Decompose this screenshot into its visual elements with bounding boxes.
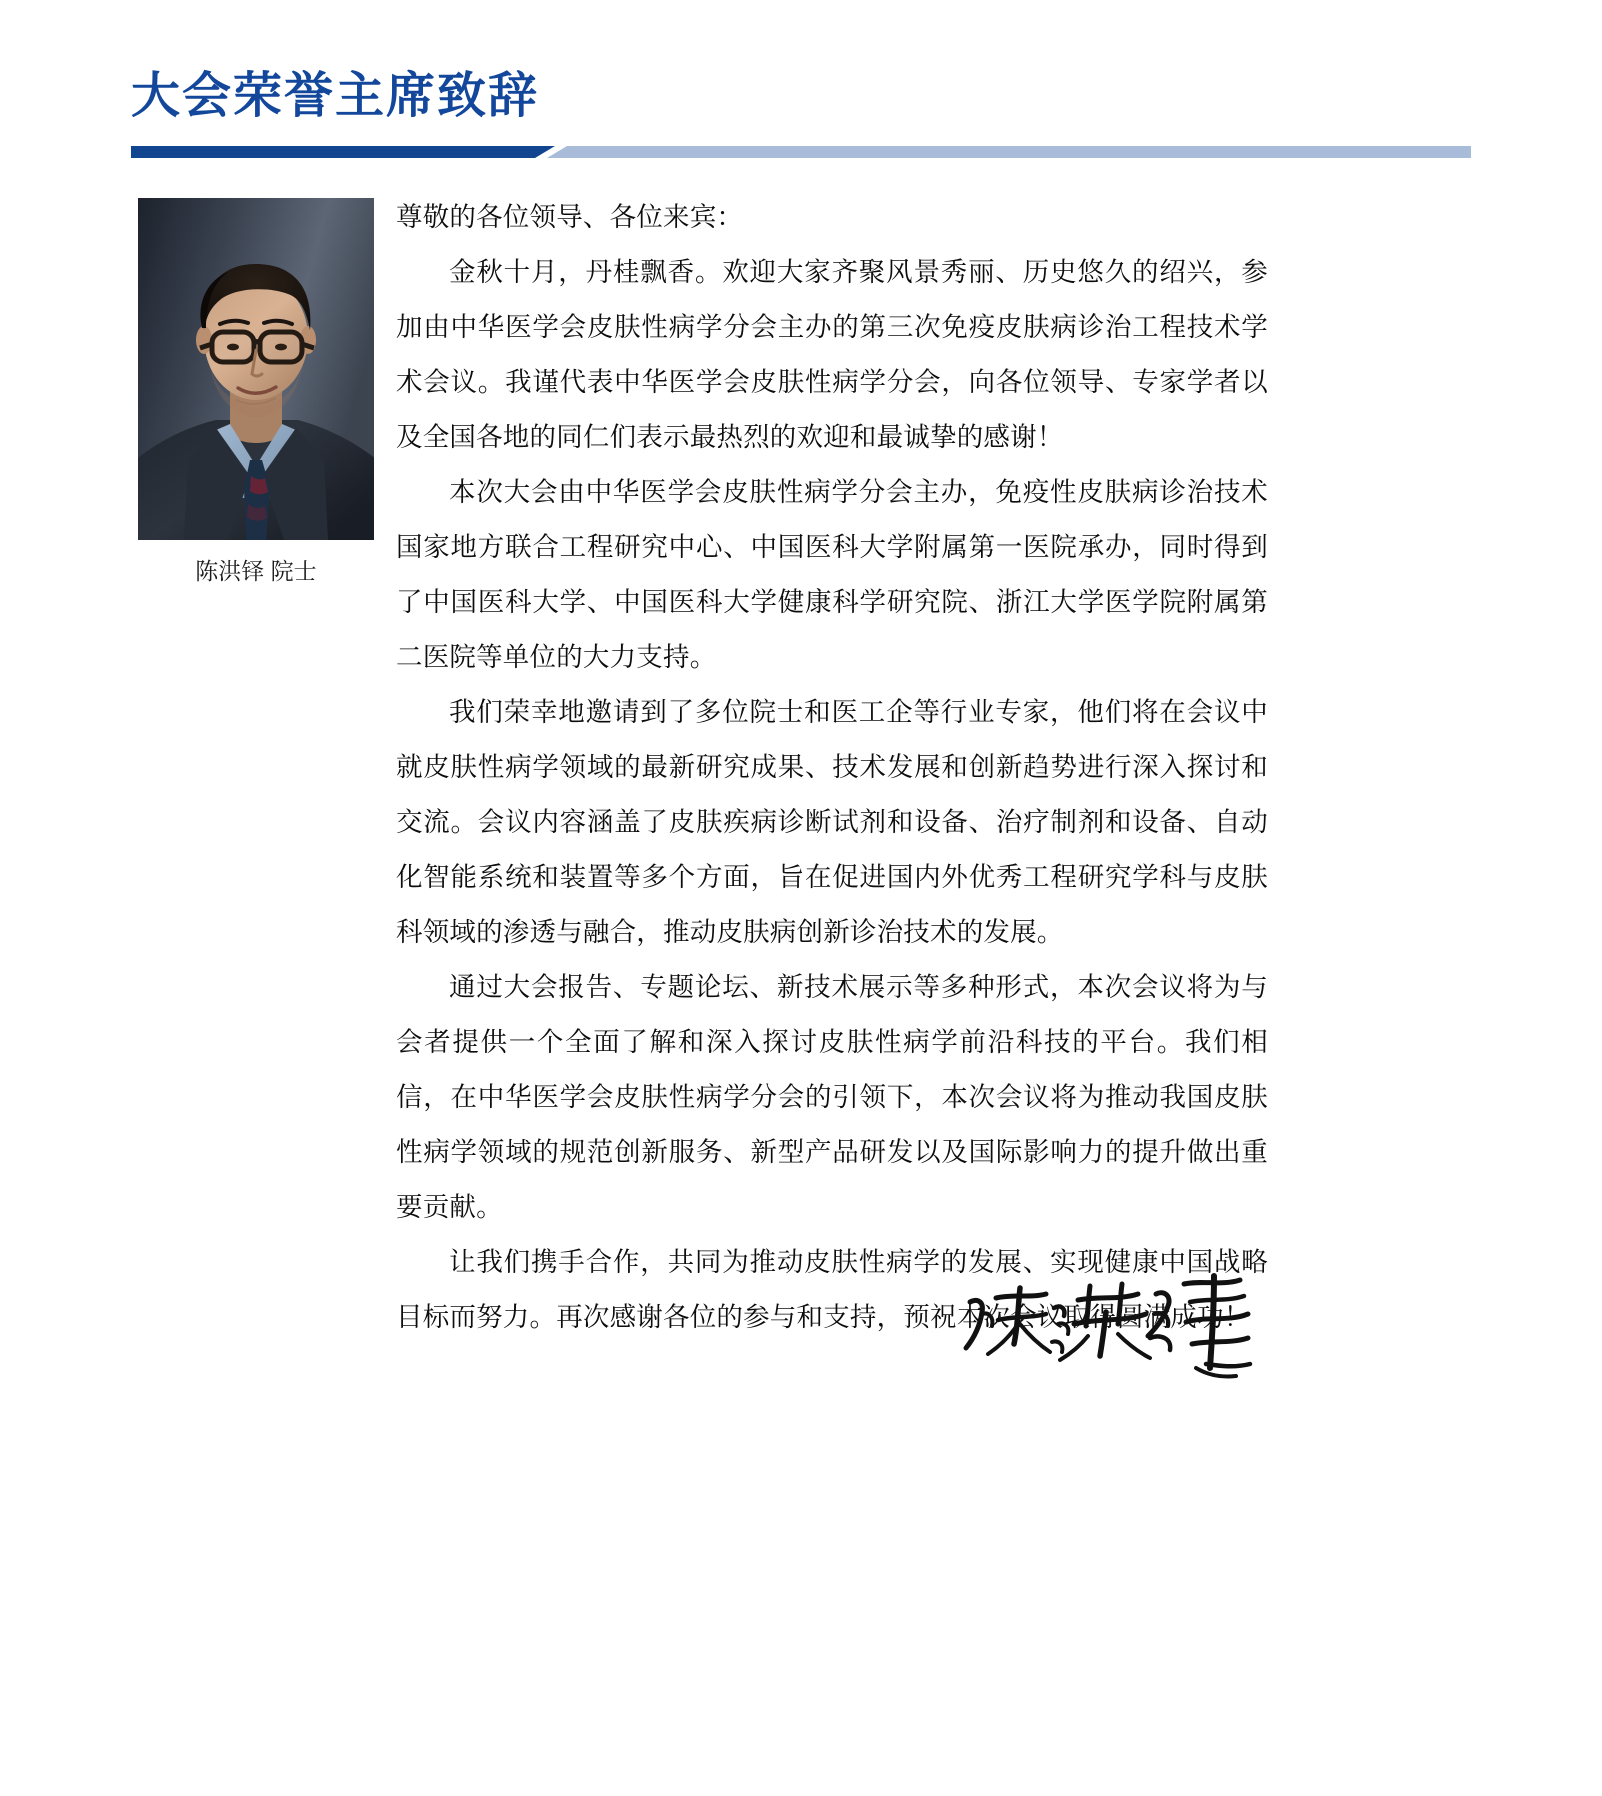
portrait-photo xyxy=(138,198,374,540)
letter-salutation: 尊敬的各位领导、各位来宾： xyxy=(396,202,744,232)
letter-paragraph-1: 金秋十月，丹桂飘香。欢迎大家齐聚风景秀丽、历史悠久的绍兴，参加由中华医学会皮肤性病学分会主办的第三次免疫皮肤病诊治工程技术学术会议。我谨代表中华医学会皮肤性病学分会，向各位领导、专家学者以及全国各地的同仁们表示最热烈的欢迎和最诚挚的感谢！ xyxy=(396,257,1268,452)
page-header xyxy=(0,0,1602,170)
page-title: 大会荣誉主席致辞 xyxy=(131,66,540,124)
header-divider xyxy=(131,146,1471,158)
letter-paragraph-2: 本次大会由中华医学会皮肤性病学分会主办，免疫性皮肤病诊治技术国家地方联合工程研究中心、中国医科大学附属第一医院承办，同时得到了中国医科大学、中国医科大学健康科学研究院、浙江大学医学院附属第二医院等单位的大力支持。 xyxy=(396,477,1268,672)
letter-paragraph-3: 我们荣幸地邀请到了多位院士和医工企等行业专家，他们将在会议中就皮肤性病学领域的最新研究成果、技术发展和创新趋势进行深入探讨和交流。会议内容涵盖了皮肤疾病诊断试剂和设备、治疗制剂和设备、自动化智能系统和装置等多个方面，旨在促进国内外优秀工程研究学科与皮肤科领域的渗透与融合，推动皮肤病创新诊治技术的发展。 xyxy=(396,697,1268,947)
letter-body xyxy=(396,190,1268,1345)
portrait-caption: 陈洪铎 院士 xyxy=(195,558,317,584)
portrait-block xyxy=(138,198,374,587)
letter-paragraph-4: 通过大会报告、专题论坛、新技术展示等多种形式，本次会议将为与会者提供一个全面了解和深入探讨皮肤性病学前沿科技的平台。我们相信，在中华医学会皮肤性病学分会的引领下，本次会议将为推动我国皮肤性病学领域的规范创新服务、新型产品研发以及国际影响力的提升做出重要贡献。 xyxy=(396,972,1268,1222)
handwritten-signature xyxy=(958,1268,1258,1388)
letter-paragraph-5: 让我们携手合作，共同为推动皮肤性病学的发展、实现健康中国战略目标而努力。再次感谢各位的参与和支持，预祝本次会议取得圆满成功！ xyxy=(396,1247,1268,1332)
